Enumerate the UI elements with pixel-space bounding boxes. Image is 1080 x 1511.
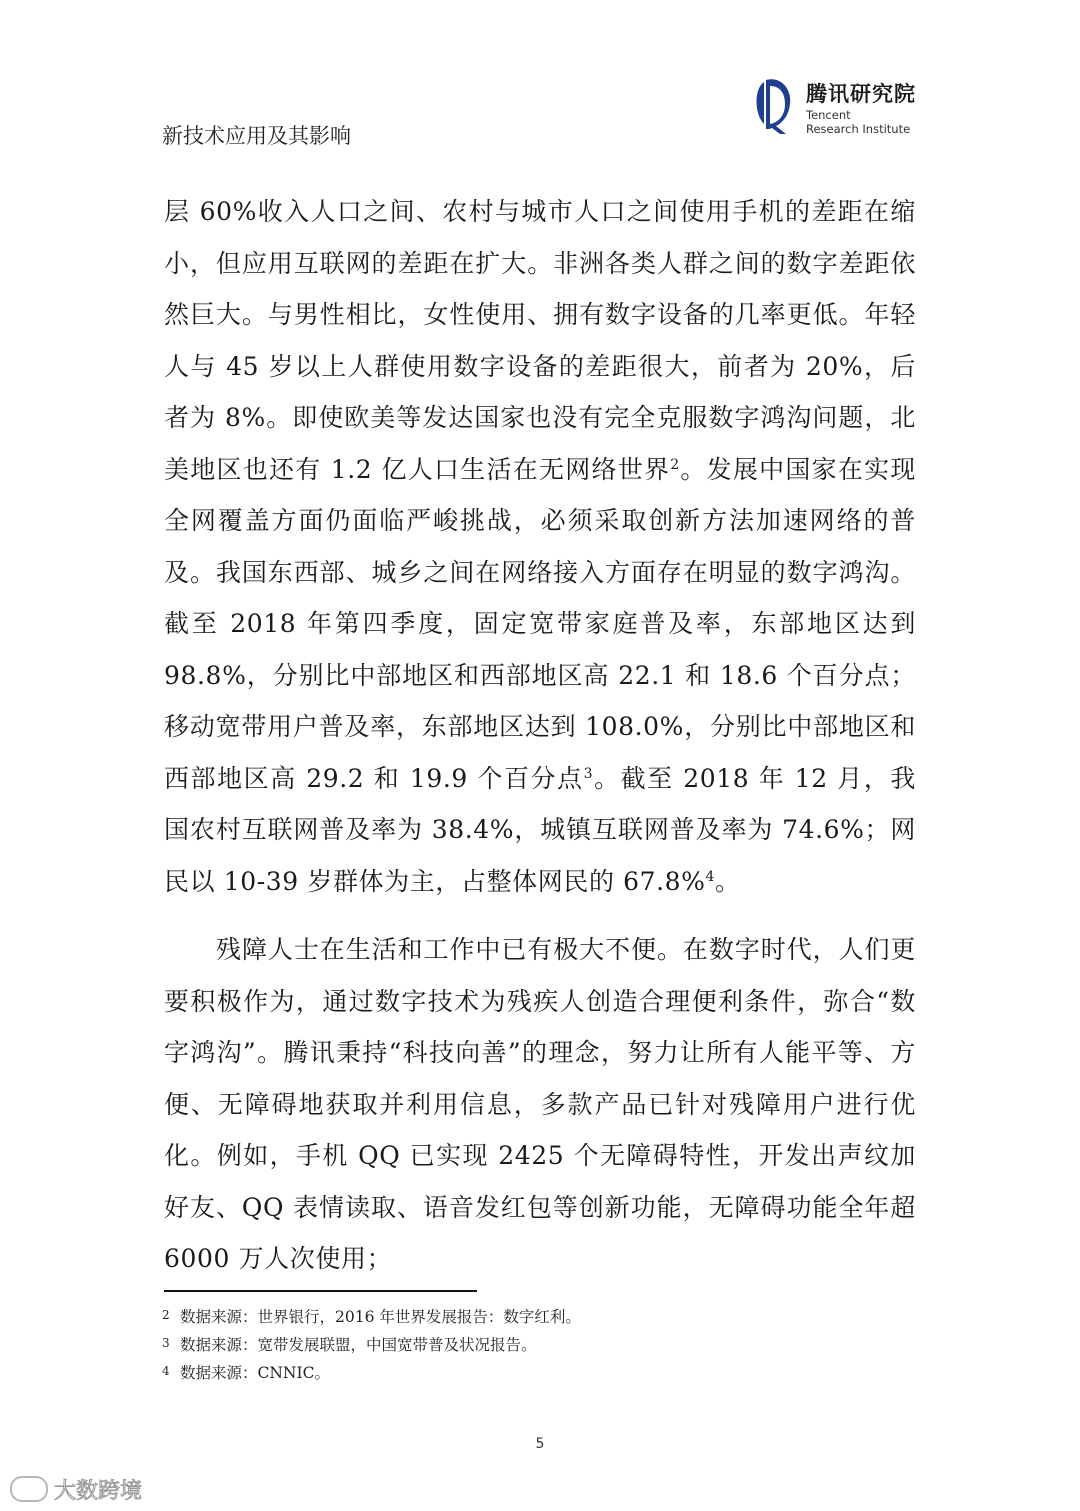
footnote-ref-3[interactable]: 3 [583, 765, 594, 782]
watermark-text: 大数跨境 [54, 1478, 143, 1504]
footnote-ref-4[interactable]: 4 [705, 868, 716, 885]
paragraph-text: 。截至 2018 年 12 月，我国农村互联网普及率为 38.4%，城镇互联网普及率为 74.6%；网民以 10-39 岁群体为主，占整体网民的 67.8% [164, 763, 916, 896]
logo-chinese-name: 腾讯研究院 [806, 82, 916, 106]
logo-english-line1: Tencent [806, 108, 851, 122]
tencent-research-institute-logo [750, 74, 930, 140]
footnote-number: 3 [162, 1336, 170, 1350]
footnote-item [162, 1302, 581, 1330]
main-body-text [164, 186, 916, 1285]
footnote-ref-2[interactable]: 2 [670, 456, 680, 473]
paragraph-text: 。 [715, 866, 741, 896]
watermark-logo-icon [10, 1476, 48, 1502]
paragraph-text: 层 60%收入人口之间、农村与城市人口之间使用手机的差距在缩小，但应用互联网的差距在扩大。非洲各类人群之间的数字差距依然巨大。与男性相比，女性使用、拥有数字设备的几率更低。年轻人与 45 岁以上人群使用数字设备的差距很大，前者为 20%，后者为 8%。即使欧美等发达国家也没有完全克服数字鸿沟问题，北美地区也还有 1.2 亿人口生活在无网络世界 [164, 197, 916, 484]
page-number: 5 [535, 1436, 545, 1452]
footnote-item [162, 1330, 581, 1358]
footnote-text: 数据来源：CNNIC。 [180, 1364, 330, 1382]
footnote-text: 数据来源：宽带发展联盟，中国宽带普及状况报告。 [180, 1336, 537, 1354]
watermark [10, 1474, 142, 1504]
footnote-text: 数据来源：世界银行，2016 年世界发展报告：数字红利。 [180, 1308, 581, 1326]
footnote-number: 2 [162, 1308, 170, 1322]
document-header-title: 新技术应用及其影响 [162, 124, 351, 148]
footnote-divider [164, 1290, 477, 1292]
footnotes [162, 1302, 581, 1386]
footnote-number: 4 [162, 1364, 170, 1378]
footnote-item [162, 1358, 581, 1386]
logo-english-name [806, 108, 910, 136]
paragraph-accessibility: 残障人士在生活和工作中已有极大不便。在数字时代，人们更要积极作为，通过数字技术为残疾人创造合理便利条件，弥合“数字鸿沟”。腾讯秉持“科技向善”的理念，努力让所有人能平等、方便、无障碍地获取并利用信息，多款产品已针对残障用户进行优化。例如，手机 QQ 已实现 2425 个无障碍特性，开发出声纹加好友、QQ 表情读取、语音发红包等创新功能，无障碍功能全年超 6000 万人次使用； [164, 935, 916, 1273]
paragraph-text: 。发展中国家在实现全网覆盖方面仍面临严峻挑战，必须采取创新方法加速网络的普及。我国东西部、城乡之间在网络接入方面存在明显的数字鸿沟。截至 2018 年第四季度，固定宽带家庭普及率，东部地区达到 98.8%，分别比中部地区和西部地区高 22.1 和 18.6 个百分点；移动宽带用户普及率，东部地区达到 108.0%，分别比中部地区和西部地区高 29.2 和 19.9 个百分点 [164, 454, 916, 793]
logo-mark-icon [750, 74, 800, 136]
paragraph-digital-divide [164, 186, 916, 907]
logo-english-line2: Research Institute [806, 122, 911, 136]
